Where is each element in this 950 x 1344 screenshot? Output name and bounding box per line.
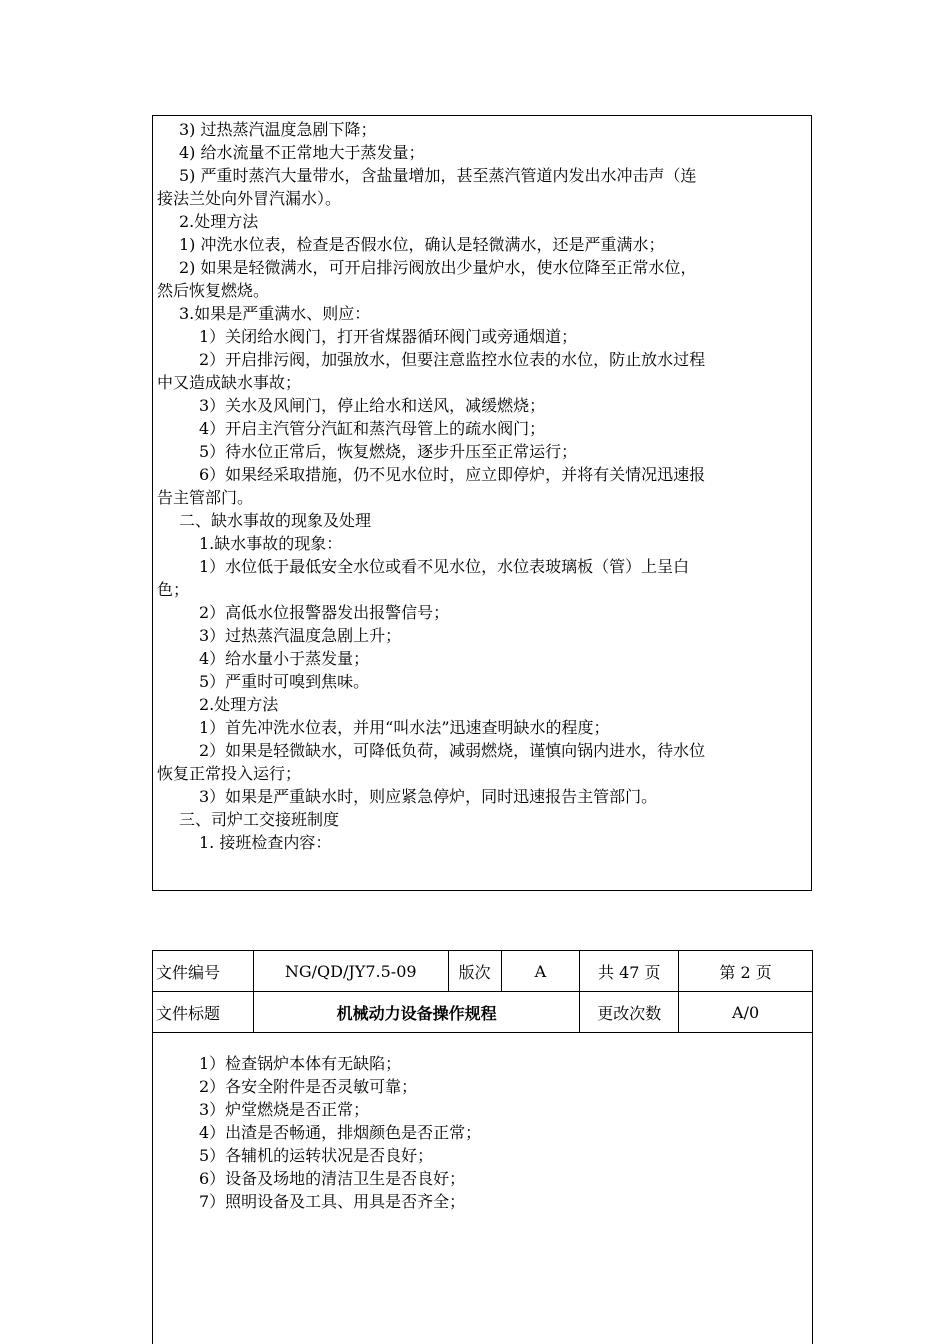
text-line: 3.如果是严重满水、则应： <box>179 304 371 323</box>
text-line: 1. 接班检查内容： <box>199 833 332 852</box>
doc-title: 机械动力设备操作规程 <box>253 992 580 1033</box>
revision-label: 更改次数 <box>580 992 679 1033</box>
section-heading: 二、缺水事故的现象及处理 <box>179 511 372 530</box>
page2-text-box <box>152 1032 813 1344</box>
total-pages: 共 47 页 <box>580 951 679 992</box>
doc-title-label: 文件标题 <box>153 992 254 1033</box>
text-line: 恢复正常投入运行； <box>157 764 302 783</box>
text-line: 色； <box>157 580 190 599</box>
page-number: 第 2 页 <box>679 951 813 992</box>
section-heading: 三、司炉工交接班制度 <box>179 810 340 829</box>
text-line: 4）出渣是否畅通，排烟颜色是否正常； <box>199 1123 482 1142</box>
text-line: 3）关水及风闸门，停止给水和送风，减缓燃烧； <box>199 396 546 415</box>
version: A <box>501 951 580 992</box>
text-line: 2.处理方法 <box>199 695 279 714</box>
revision: A/0 <box>679 992 813 1033</box>
doc-number-label: 文件编号 <box>153 951 254 992</box>
text-line: 3）炉堂燃烧是否正常； <box>199 1100 370 1119</box>
text-line: 接法兰处向外冒汽漏水）。 <box>157 189 342 208</box>
text-line: 1.缺水事故的现象： <box>199 534 343 553</box>
text-line: 1）关闭给水阀门，打开省煤器循环阀门或旁通烟道； <box>199 327 578 346</box>
text-line: 5) 严重时蒸汽大量带水，含盐量增加，甚至蒸汽管道内发出水冲击声（连 <box>179 166 697 185</box>
text-line: 1) 冲洗水位表，检查是否假水位，确认是轻微满水，还是严重满水； <box>179 235 665 254</box>
text-line: 中又造成缺水事故； <box>157 373 302 392</box>
document-header-table <box>152 950 813 1033</box>
text-line: 7）照明设备及工具、用具是否齐全； <box>199 1192 466 1211</box>
text-line: 2）各安全附件是否灵敏可靠； <box>199 1077 418 1096</box>
text-line: 2）高低水位报警器发出报警信号； <box>199 603 450 622</box>
text-line: 5）各辅机的运转状况是否良好； <box>199 1146 434 1165</box>
text-line: 6）如果经采取措施，仍不见水位时，应立即停炉，并将有关情况迅速报 <box>199 465 706 484</box>
text-line: 3）过热蒸汽温度急剧上升； <box>199 626 402 645</box>
text-line: 2）如果是轻微缺水，可降低负荷，减弱燃烧，谨慎向锅内进水，待水位 <box>199 741 706 760</box>
text-line: 3) 过热蒸汽温度急剧下降； <box>179 120 377 139</box>
doc-number: NG/QD/JY7.5-09 <box>253 951 448 992</box>
text-line: 4) 给水流量不正常地大于蒸发量； <box>179 143 425 162</box>
text-line: 告主管部门。 <box>157 488 254 507</box>
text-line: 3）如果是严重缺水时，则应紧急停炉，同时迅速报告主管部门。 <box>199 787 658 806</box>
text-line: 4）开启主汽管分汽缸和蒸汽母管上的疏水阀门； <box>199 419 546 438</box>
text-line: 2）开启排污阀，加强放水，但要注意监控水位表的水位，防止放水过程 <box>199 350 706 369</box>
text-line: 1）检查锅炉本体有无缺陷； <box>199 1054 402 1073</box>
text-line: 2.处理方法 <box>179 212 259 231</box>
text-line: 2) 如果是轻微满水，可开启排污阀放出少量炉水，使水位降至正常水位， <box>179 258 697 277</box>
text-line: 5）待水位正常后，恢复燃烧，逐步升压至正常运行； <box>199 442 578 461</box>
text-line: 6）设备及场地的清洁卫生是否良好； <box>199 1169 466 1188</box>
procedure-text-box <box>152 115 812 891</box>
version-label: 版次 <box>448 951 501 992</box>
text-line: 1）首先冲洗水位表，并用“叫水法”迅速查明缺水的程度； <box>199 718 610 737</box>
text-line: 5）严重时可嗅到焦味。 <box>199 672 370 691</box>
text-line: 4）给水量小于蒸发量； <box>199 649 370 668</box>
text-line: 1）水位低于最低安全水位或看不见水位，水位表玻璃板（管）上呈白 <box>199 557 690 576</box>
text-line: 然后恢复燃烧。 <box>157 281 270 300</box>
